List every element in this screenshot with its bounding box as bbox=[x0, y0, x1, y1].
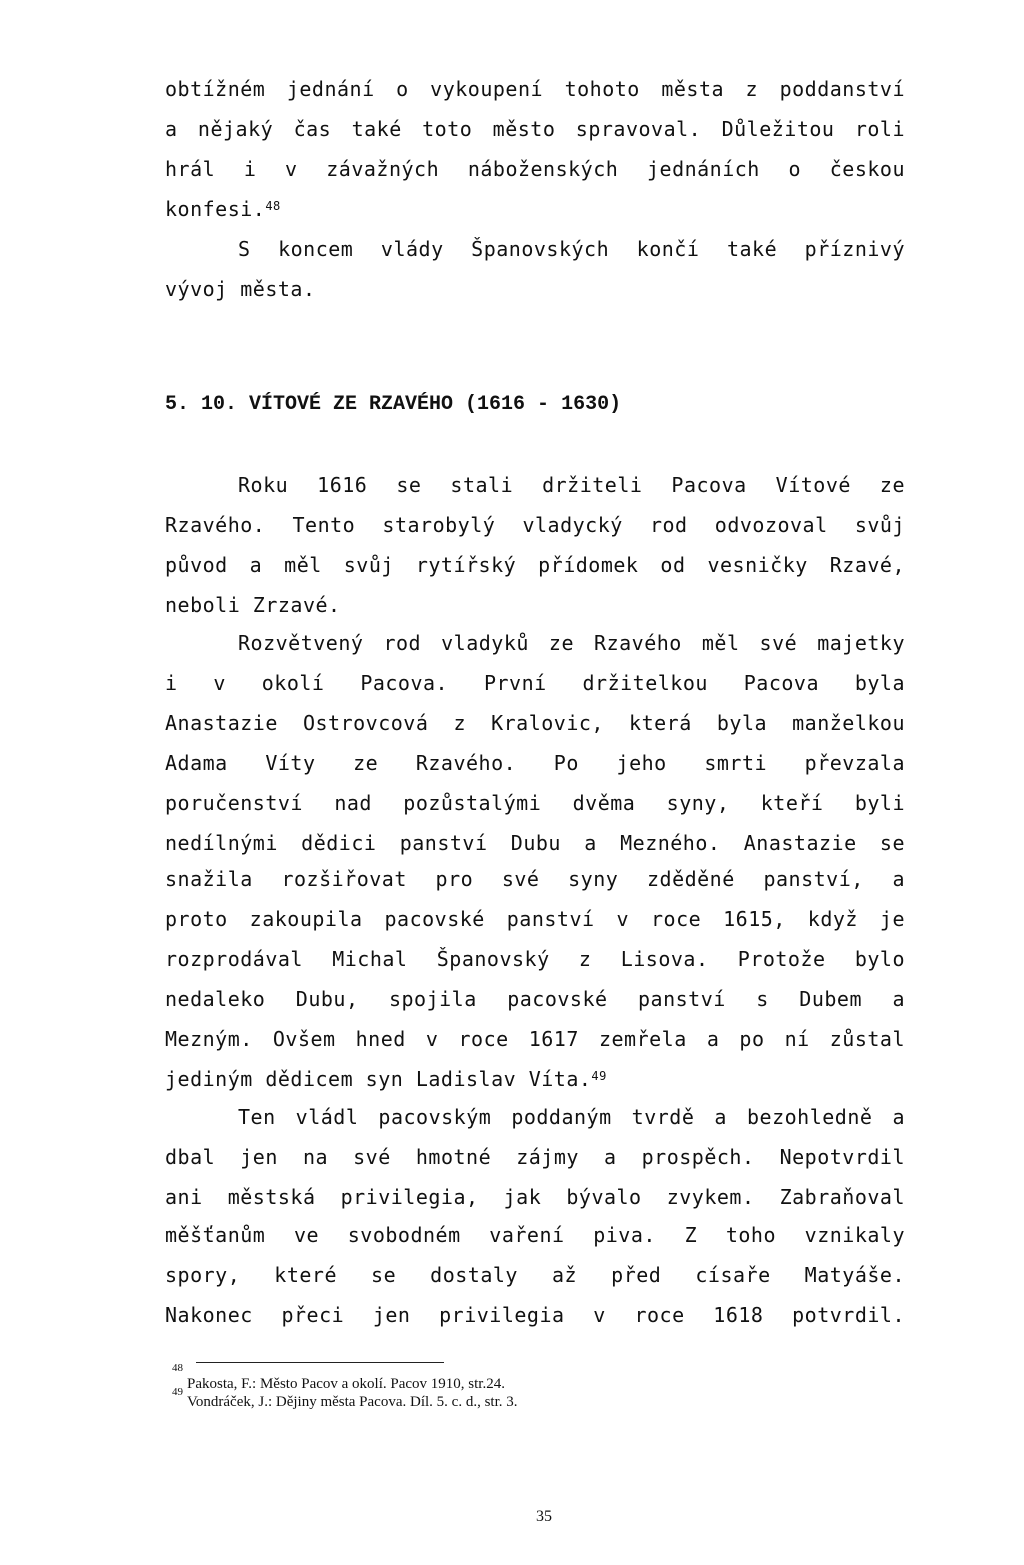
footnote-text: Vondráček, J.: Dějiny města Pacova. Díl. 5. c. d., str. 3. bbox=[187, 1394, 518, 1410]
text-line: spory, které se dostaly až před císaře Matyáše. bbox=[165, 1263, 905, 1287]
footnote-separator bbox=[196, 1362, 444, 1363]
text-line: ani městská privilegia, jak bývalo zvykem. Zabraňoval bbox=[165, 1185, 905, 1209]
footnote-ref: 49 bbox=[591, 1069, 607, 1083]
text-line bbox=[165, 196, 281, 225]
text-line: obtížném jednání o vykoupení tohoto města z poddanství bbox=[165, 77, 905, 101]
footnote-number: 49 bbox=[172, 1386, 183, 1398]
footnote-text: Pakosta, F.: Město Pacov a okolí. Pacov 1910, str.24. bbox=[187, 1376, 505, 1392]
text-line: dbal jen na své hmotné zájmy a prospěch. Nepotvrdil bbox=[165, 1145, 905, 1169]
footnote-ref: 48 bbox=[265, 199, 281, 213]
text-line: Roku 1616 se stali držiteli Pacova Vítové ze bbox=[238, 473, 905, 497]
text-line: Ten vládl pacovským poddaným tvrdě a bezohledně a bbox=[238, 1105, 905, 1129]
text-line: poručenství nad pozůstalými dvěma syny, kteří byli bbox=[165, 791, 905, 815]
text-line: nedílnými dědici panství Dubu a Mezného. Anastazie se bbox=[165, 831, 905, 855]
text-line: a nějaký čas také toto město spravoval. Důležitou roli bbox=[165, 117, 905, 141]
text-line: i v okolí Pacova. První držitelkou Pacova byla bbox=[165, 671, 905, 695]
text-line: rozprodával Michal Španovský z Lisova. Protože bylo bbox=[165, 947, 905, 971]
page-number: 35 bbox=[536, 1508, 552, 1525]
text-line: nedaleko Dubu, spojila pacovské panství s Dubem a bbox=[165, 987, 905, 1011]
text-line: Rzavého. Tento starobylý vladycký rod odvozoval svůj bbox=[165, 513, 905, 537]
text-line: původ a měl svůj rytířský přídomek od vesničky Rzavé, bbox=[165, 553, 905, 577]
text-line: hrál i v závažných náboženských jednáních o českou bbox=[165, 157, 905, 181]
text-line: Rozvětvený rod vladyků ze Rzavého měl své majetky bbox=[238, 631, 905, 655]
text-line: S koncem vlády Španovských končí také příznivý bbox=[238, 237, 905, 261]
text-line: Mezným. Ovšem hned v roce 1617 zemřela a po ní zůstal bbox=[165, 1027, 905, 1051]
text-line: snažila rozšiřovat pro své syny zděděné panství, a bbox=[165, 867, 905, 891]
footnote-number: 48 bbox=[172, 1362, 183, 1374]
text-line bbox=[165, 1066, 607, 1095]
text-line: Nakonec přeci jen privilegia v roce 1618 potvrdil. bbox=[165, 1303, 905, 1327]
text-line: měšťanům ve svobodném vaření piva. Z toho vznikaly bbox=[165, 1223, 905, 1247]
text-line: Anastazie Ostrovcová z Kralovic, která byla manželkou bbox=[165, 711, 905, 735]
text-line: vývoj města. bbox=[165, 277, 316, 301]
text-line: neboli Zrzavé. bbox=[165, 593, 341, 617]
text-line: proto zakoupila pacovské panství v roce 1615, když je bbox=[165, 907, 905, 931]
text-span: jediným dědicem syn Ladislav Víta. bbox=[165, 1067, 592, 1091]
text-line: Adama Víty ze Rzavého. Po jeho smrti převzala bbox=[165, 751, 905, 775]
text-span: konfesi. bbox=[165, 197, 266, 221]
section-heading: 5. 10. VÍTOVÉ ZE RZAVÉHO (1616 - 1630) bbox=[165, 393, 622, 416]
